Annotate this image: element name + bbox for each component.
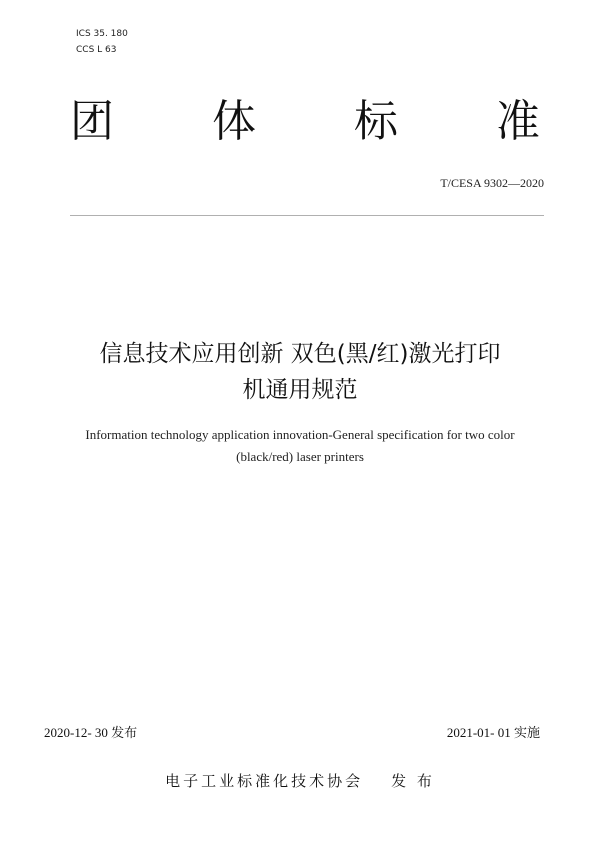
implementation-date: 2021-01- 01 实施 [446, 725, 540, 740]
ics-code: ICS 35. 180 [76, 29, 128, 39]
english-title-line: (black/red) laser printers [236, 449, 364, 464]
chinese-title [40, 336, 560, 408]
chinese-title-line: 信息技术应用创新 双色(黑/红)激光打印 [99, 341, 501, 367]
chinese-title-line: 机通用规范 [242, 377, 358, 403]
english-title [40, 424, 560, 468]
standard-type-char: 准 [496, 96, 540, 147]
publisher [0, 770, 600, 791]
english-title-line: Information technology application innovation-General specification for two color [85, 427, 515, 442]
publisher-action: 发 布 [391, 772, 435, 790]
divider-line [70, 215, 544, 216]
standard-type-char: 团 [70, 96, 114, 147]
standard-type-char: 体 [212, 96, 256, 147]
publisher-name: 电子工业标准化技术协会 [165, 772, 364, 790]
issue-date: 2020-12- 30 发布 [44, 725, 138, 740]
standard-type-title [70, 94, 540, 150]
standard-number: T/CESA 9302—2020 [440, 176, 544, 190]
standard-type-char: 标 [354, 96, 398, 147]
ccs-code: CCS L 63 [76, 45, 117, 55]
